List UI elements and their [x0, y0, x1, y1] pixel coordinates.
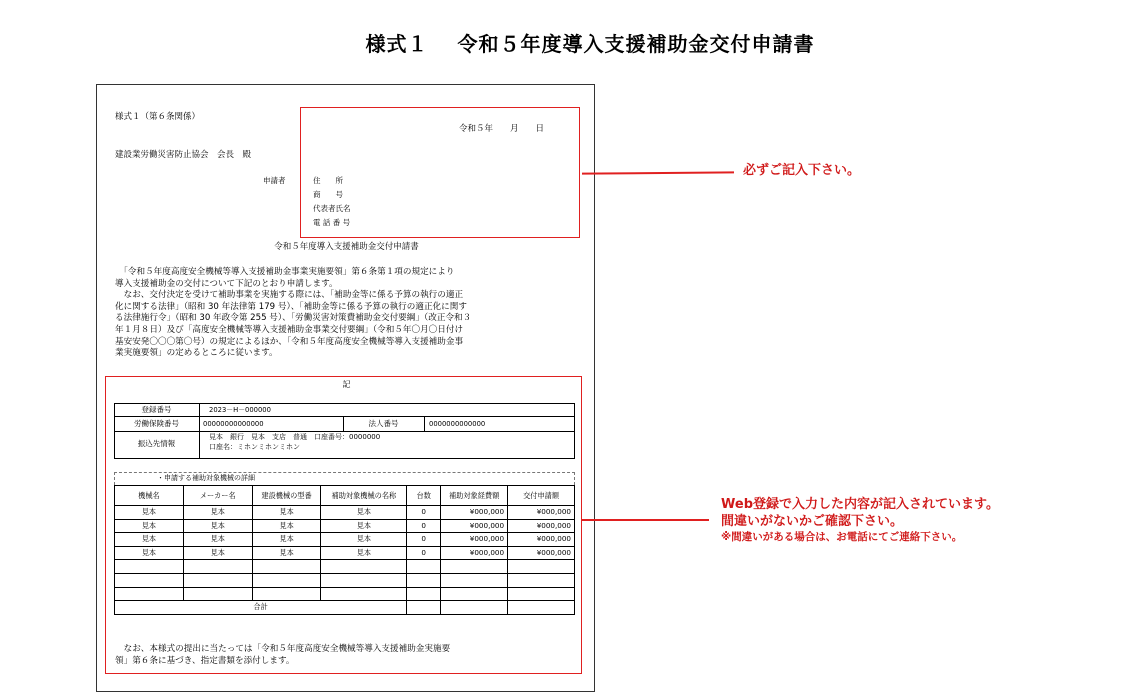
page-title: 様式１ 令和５年度導入支援補助金交付申請書 — [365, 32, 815, 56]
divider — [199, 403, 200, 459]
body-line: 導入支援補助金の交付について下記のとおり申請します。 — [115, 278, 338, 289]
cell: 見本 — [252, 533, 321, 547]
cell: 0 — [407, 506, 441, 520]
reg-label: 登録番号 — [141, 405, 172, 414]
bank-line-2: 口座名：ミホンミホンミホン — [209, 443, 300, 451]
date-field: 令和５年 月 日 — [459, 124, 545, 134]
corp-label: 法人番号 — [368, 419, 399, 428]
annotation-verify — [721, 496, 999, 545]
field-address: 住 所 — [313, 176, 343, 185]
addressee: 建設業労働災害防止協会 会長 殿 — [115, 150, 252, 160]
cell: ¥000,000 — [441, 506, 508, 520]
cell: 見本 — [115, 519, 184, 533]
body-line: 「令和５年度高度安全機械等導入支援補助金事業実施要領」第６条第１項の規定により — [115, 267, 455, 277]
cell: 見本 — [321, 506, 407, 520]
cell: ¥000,000 — [508, 506, 575, 520]
cell: 見本 — [115, 506, 184, 520]
divider — [114, 416, 575, 417]
document-title: 令和５年度導入支援補助金交付申請書 — [274, 242, 419, 252]
section-label: ・申請する補助対象機械の詳細 — [157, 474, 255, 482]
field-company: 商 号 — [313, 190, 343, 199]
header-quantity: 台数 — [407, 486, 441, 506]
footer-line-2: 領」第６条に基づき、指定書類を添付します。 — [115, 656, 295, 666]
cell: 見本 — [115, 546, 184, 560]
header-machine-title: 補助対象機械の名称 — [321, 486, 407, 506]
header-cost: 補助対象経費額 — [441, 486, 508, 506]
divider — [424, 416, 425, 431]
cell: 0 — [407, 519, 441, 533]
body-line: 基安安発〇〇〇第〇号）の規定によるほか、「令和５年度高度安全機械等導入支援補助金事 — [115, 336, 464, 347]
footer-line-1: なお、本様式の提出に当たっては「令和５年度高度安全機械等導入支援補助金実施要 — [115, 644, 451, 654]
cell: 見本 — [183, 533, 252, 547]
table-header-row — [115, 486, 575, 506]
cell: 見本 — [321, 546, 407, 560]
corp-value: 0000000000000 — [429, 420, 486, 428]
table-row-empty — [115, 560, 575, 574]
total-label: 合計 — [115, 601, 407, 615]
header-amount: 交付申請額 — [508, 486, 575, 506]
field-representative: 代表者氏名 — [313, 204, 351, 213]
body-line: る法律施行令」（昭和 30 年政令第 255 号）、「労働災害対策費補助金交付要綱」（改正令和３ — [115, 313, 472, 324]
field-phone: 電 話 番 号 — [313, 218, 351, 227]
ki-heading: 記 — [342, 380, 351, 389]
cell: ¥000,000 — [441, 546, 508, 560]
cell: 見本 — [183, 519, 252, 533]
application-form — [96, 84, 595, 692]
body-line: 化に関する法律」（昭和 30 年法律第 179 号）、「補助金等に係る予算の執行の適正化に関す — [115, 301, 467, 312]
header-model: 建設機械の型番 — [252, 486, 321, 506]
cell: ¥000,000 — [441, 519, 508, 533]
cell: 見本 — [115, 533, 184, 547]
table-row-empty — [115, 573, 575, 587]
cell: 見本 — [252, 506, 321, 520]
reg-value: 2023－H－000000 — [209, 406, 271, 414]
annotation-connector-mid — [582, 519, 709, 521]
cell: 見本 — [183, 546, 252, 560]
annotation-verify-line2: 間違いがないかご確認下さい。 — [721, 514, 904, 529]
cell: ¥000,000 — [508, 533, 575, 547]
annotation-connector-top — [582, 171, 734, 174]
bank-line-1: 見本 銀行 見本 支店 普通 口座番号：0000000 — [209, 433, 381, 441]
cell: ¥000,000 — [508, 546, 575, 560]
ins-label: 労働保険番号 — [134, 419, 179, 428]
annotation-required: 必ずご記入下さい。 — [743, 163, 861, 178]
machine-items-table — [114, 485, 575, 615]
table-row — [115, 506, 575, 520]
table-row — [115, 533, 575, 547]
ins-value: 00000000000000 — [203, 420, 264, 428]
body-line: 業実施要領」の定めるところに従います。 — [115, 348, 278, 359]
applicant-label: 申請者 — [263, 176, 286, 185]
table-total-row — [115, 601, 575, 615]
annotation-verify-note: ※間違いがある場合は、お電話にてご連絡下さい。 — [721, 531, 963, 543]
annotation-verify-line1: Web登録で入力した内容が記入されています。 — [721, 497, 999, 512]
cell: 見本 — [252, 519, 321, 533]
table-row — [115, 519, 575, 533]
form-number: 様式１（第６条関係） — [115, 112, 201, 122]
header-machine-name: 機械名 — [115, 486, 184, 506]
cell: 0 — [407, 533, 441, 547]
cell: 0 — [407, 546, 441, 560]
cell: 見本 — [321, 533, 407, 547]
cell: ¥000,000 — [441, 533, 508, 547]
table-row-empty — [115, 587, 575, 601]
bank-label: 振込先情報 — [137, 439, 176, 448]
cell: ¥000,000 — [508, 519, 575, 533]
table-row — [115, 546, 575, 560]
cell: 見本 — [183, 506, 252, 520]
header-maker: メーカー名 — [183, 486, 252, 506]
cell: 見本 — [252, 546, 321, 560]
cell: 見本 — [321, 519, 407, 533]
body-line: 年１月８日）及び「高度安全機械等導入支援補助金事業交付要綱」（令和５年〇月〇日付け — [115, 324, 464, 335]
body-text — [115, 267, 575, 360]
body-line: なお、交付決定を受けて補助事業を実施する際には、「補助金等に係る予算の執行の適正 — [115, 290, 464, 301]
